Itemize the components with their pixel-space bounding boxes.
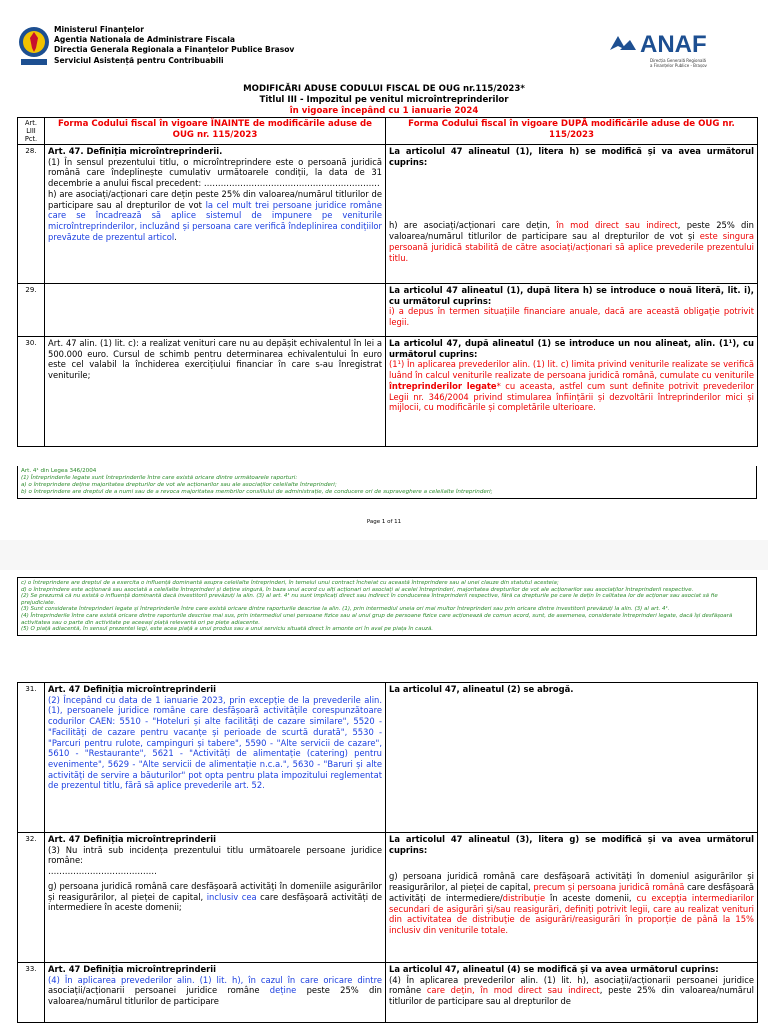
footnote-legea-346: [17, 466, 757, 499]
inst-line: Directia Generala Regionala a Finanțelor Publice Brasov: [54, 45, 295, 55]
table-row: [18, 145, 758, 284]
paragraph: (3) Nu intră sub incidența prezentului titlu următoarele persoane juridice române:: [48, 844, 382, 866]
row-right-text: [386, 337, 758, 447]
table-row: [18, 963, 758, 1023]
paragraph: (1¹) În aplicarea prevederilor alin. (1) lit. c) limita privind veniturile realizate se verifică luând în calcul veniturile realizate de persoana juridică română, cumulate cu veniturile întreprinderilor legate* cu aceasta, astfel cum sunt definite potrivit prevederilor Legii nr. 346/2004 privind stimularea înființării și dezvoltării întreprinderilor mici și mijlocii, cu modificările și completările ulterioare.: [389, 359, 754, 413]
amendment-title: La articolul 47 alineatul (1), după litera h) se introduce o nouă literă, lit. i), cu următorul cuprins:: [389, 285, 754, 306]
row-number: 30.: [18, 337, 45, 447]
amendment-title: La articolul 47, după alineatul (1) se introduce un nou alineat, alin. (1¹), cu următorul cuprins:: [389, 338, 754, 359]
header-num: Art. LIII Pct.: [18, 118, 45, 145]
table-header-row: [18, 118, 758, 145]
footnote-line: (2) Se prezumă că nu există o influență dominantă dacă investitorii prevăzuți la alin. (3) al art. 4¹ nu sunt implicați direct sau indirect în conducerea întreprinderii respective, fără ca drepturile pe care le dețin în calitatea lor de acționar sau asociat să fie prejudiciate.: [21, 593, 718, 606]
row-left-text: [45, 683, 386, 833]
amendment-title: La articolul 47 alineatul (1), litera h) se modifică și va avea următorul cuprins:: [389, 146, 754, 167]
anaf-sub-line: a Finanțelor Publice - Brașov: [650, 63, 707, 68]
amendment-title: La articolul 47, alineatul (2) se abrogă.: [389, 684, 574, 694]
row-right-text: [386, 833, 758, 963]
row-left-text: [45, 145, 386, 284]
subtitle: Titlul III - Impozitul pe venitul microîntreprinderilor: [259, 95, 509, 105]
article-title: Art. 47 Definiția microîntreprinderii: [48, 684, 216, 694]
footnote-line: (5) O piață adiacentă, în sensul prezentei legi, este acea piață a unui produs sau a unui serviciu situată direct în amonte ori în aval pe piața în cauză.: [21, 626, 434, 633]
article-title: Art. 47 Definiția microîntreprinderii: [48, 834, 216, 844]
anaf-sub-line: Direcția Generală Regională: [650, 58, 707, 63]
header-left: Forma Codului fiscal în vigoare ÎNAINTE de modificările aduse de OUG nr. 115/2023: [45, 118, 386, 145]
main-title: MODIFICĂRI ADUSE CODULUI FISCAL DE OUG nr.115/2023*: [243, 84, 525, 94]
footnote-line: a) o întreprindere deține majoritatea drepturilor de vot ale acționarilor sau ale asociaților celeilalte întreprinderi;: [21, 481, 337, 488]
comparison-table: [17, 117, 758, 447]
row-right-text: [386, 145, 758, 284]
row-number: 31.: [18, 683, 45, 833]
row-left-text: [45, 963, 386, 1023]
row-right-text: [386, 963, 758, 1023]
paragraph: (4) În aplicarea prevederilor alin. (1) lit. h), asociații/acționarii persoanei juridice române care dețin, în mod direct sau indirect, peste 25% din valoarea/numărul titlurilor de participare sau al drepturilor de: [389, 974, 754, 1007]
institution-name: [54, 25, 294, 66]
article-title: Art. 47. Definiția microîntreprinderii.: [48, 146, 223, 156]
ellipsis: …………………………………: [48, 866, 157, 877]
table-row: [18, 683, 758, 833]
anaf-logo-subtitle: [650, 58, 740, 68]
header-right: Forma Codului fiscal în vigoare DUPĂ modificările aduse de OUG nr. 115/2023: [386, 118, 758, 145]
row-number: 28.: [18, 145, 45, 284]
paragraph: g) persoana juridică română care desfășoară activități în domeniile asigurărilor și reasigurărilor, al pieței de capital, inclusiv cea care desfășoară activități de intermediere în aceste domenii;: [48, 880, 383, 913]
paragraph: (1) În sensul prezentului titlu, o microîntreprindere este o persoană juridică română care îndeplinește cumulativ următoarele condiții, la data de 31 decembrie a anului fiscal precedent: ………………………………………………………: [48, 156, 382, 189]
row-number: 29.: [18, 284, 45, 337]
footnote-line: d) o întreprindere este acționară sau asociată a celeilalte întreprinderi și deține singură, în baza unui acord cu alți acționari ori asociați ai acelei întreprinderi, majoritatea drepturilor de vot ale acționarilor sau asociaților întreprinderii respective.: [21, 586, 694, 593]
amendment-title: La articolul 47, alineatul (4) se modifică și va avea următorul cuprins:: [389, 964, 719, 974]
table-row: [18, 833, 758, 963]
row-left-text: Art. 47 alin. (1) lit. c): a realizat venituri care nu au depășit echivalentul în lei a 500.000 euro. Cursul de schimb pentru determinarea echivalentului în euro este cel valabil la închiderea exercițiului financiar în care s-au înregistrat veniturile;: [45, 337, 386, 447]
footnote-continued: [17, 577, 757, 636]
page-gap: [0, 540, 768, 570]
row-number: 32.: [18, 833, 45, 963]
article-title: Art. 47 Definiția microîntreprinderii: [48, 964, 216, 974]
spacer: [389, 167, 754, 220]
row-right-text: [386, 284, 758, 337]
inst-line: Serviciul Asistență pentru Contribuabili: [54, 55, 224, 65]
row-right-text: [386, 683, 758, 833]
document-titles: [0, 84, 768, 117]
comparison-table-continued: [17, 682, 758, 1023]
footnote-ref: Art. 4¹ din Legea 346/2004: [21, 468, 97, 474]
svg-text:ANAF: ANAF: [640, 31, 707, 58]
paragraph: h) are asociați/acționari care dețin peste 25% din valoarea/numărul titlurilor de participare sau al drepturilor de vot la cel mult trei persoane juridice române care se încadrează să aplice sistemul de impunere pe veniturile microîntreprinderilor, incluzând și persoana care verifică îndeplinirea condițiilor prevăzute de prezentul articol.: [48, 188, 382, 242]
footnote-line: (1) Întreprinderile legate sunt întreprinderile între care există oricare dintre următoarele raporturi:: [21, 474, 298, 481]
footnote-line: c) o întreprindere are dreptul de a exercita o influență dominantă asupra celeilalte întreprinderi, în temeiul unui contract încheiat cu această întreprindere sau al unei clauze din statutul acesteia;: [21, 580, 559, 586]
anaf-logo: [604, 28, 744, 74]
inst-line: Ministerul Finanțelor: [54, 25, 144, 34]
inst-line: Agentia Nationala de Administrare Fiscala: [54, 35, 235, 45]
paragraph: (4) În aplicarea prevederilor alin. (1) lit. h), în cazul în care oricare dintre asociații/acționarii persoanei juridice române deține peste 25% din valoarea/numărul titlurilor de participare: [48, 974, 382, 1007]
paragraph: i) a depus în termen situațiile financiare anuale, dacă are această obligație potrivit legii.: [389, 306, 754, 328]
paragraph: h) are asociați/acționari care dețin, în mod direct sau indirect, peste 25% din valoarea/numărul titlurilor de participare sau al drepturilor de vot și este singura persoană juridică stabilită de către asociați/acționari să aplice prevederile prezentului titlu.: [389, 220, 755, 263]
table-row: [18, 337, 758, 447]
row-number: 33.: [18, 963, 45, 1023]
paragraph: (2) Începând cu data de 1 ianuarie 2023, prin excepție de la prevederile alin. (1), persoanele juridice române care desfășoară activitățile corespunzătoare codurilor CAEN: 5510 - "Hoteluri și alte facilități de cazare similare", 5520 - "Facilități de cazare pentru vacanțe și perioade de scurtă durată", 5530 - "Parcuri pentru rulote, campinguri și tabere", 5590 - "Alte servicii de cazare", 5610 - "Restaurante", 5621 - "Activități de alimentație (catering) pentru evenimente", 5629 - "Alte servicii de alimentație n.c.a.", 5630 - "Baruri și alte activități de servire a băuturilor" pot opta pentru plata impozitului reglementat de prezentul titlu, fără să aplice prevederile art. 52.: [48, 694, 382, 791]
row-left-text: [45, 833, 386, 963]
page-number: Page 1 of 11: [366, 519, 402, 525]
page-2: [0, 570, 768, 1024]
footnote-line: b) o întreprindere are dreptul de a numi sau de a revoca majoritatea membrilor consiliului de administrație, de conducere ori de supraveghere a celeilalte întreprinderi;: [21, 488, 493, 495]
romania-coat-of-arms-logo: [18, 22, 50, 66]
spacer: [389, 855, 754, 871]
table-row: [18, 284, 758, 337]
row-left-text: [45, 284, 386, 337]
footnote-line: (4) Întreprinderile între care există oricare dintre raporturile descrise mai sus, prin intermediul unei persoane fizice sau al unui grup de persoane fizice care acționează de comun acord, sunt, de asemenea, considerate întreprinderi legate, dacă își desfășoară activitatea sau o parte din activitate pe aceeași piață relevantă ori pe piețe adiacente.: [21, 612, 733, 626]
footnote-line: (3) Sunt considerate întreprinderi legate și întreprinderile între care există oricare dintre raporturile descrise la alin. (1), prin intermediul uneia ori mai multor întreprinderi sau prin oricare dintre investitorii prevăzuți la alin. (3) al art. 4¹.: [21, 606, 670, 613]
effective-date: în vigoare începând cu 1 ianuarie 2024: [289, 106, 479, 116]
paragraph: g) persoana juridică română care desfășoară activități în domeniul asigurărilor și reasigurărilor, al pieței de capital, precum și persoana juridică română care desfășoară activități de intermediere/distribuție în aceste domenii, cu excepția intermediarilor secundari de asigurări și/sau reasigurări, definiți potrivit legii, care au realizat venituri din activitatea de distribuție de asigurări/reasigurări în proporție de până la 15% inclusiv din veniturile totale.: [389, 871, 754, 935]
document-header: [18, 22, 758, 82]
amendment-title: La articolul 47 alineatul (3), litera g) se modifică și va avea următorul cuprins:: [389, 834, 754, 855]
